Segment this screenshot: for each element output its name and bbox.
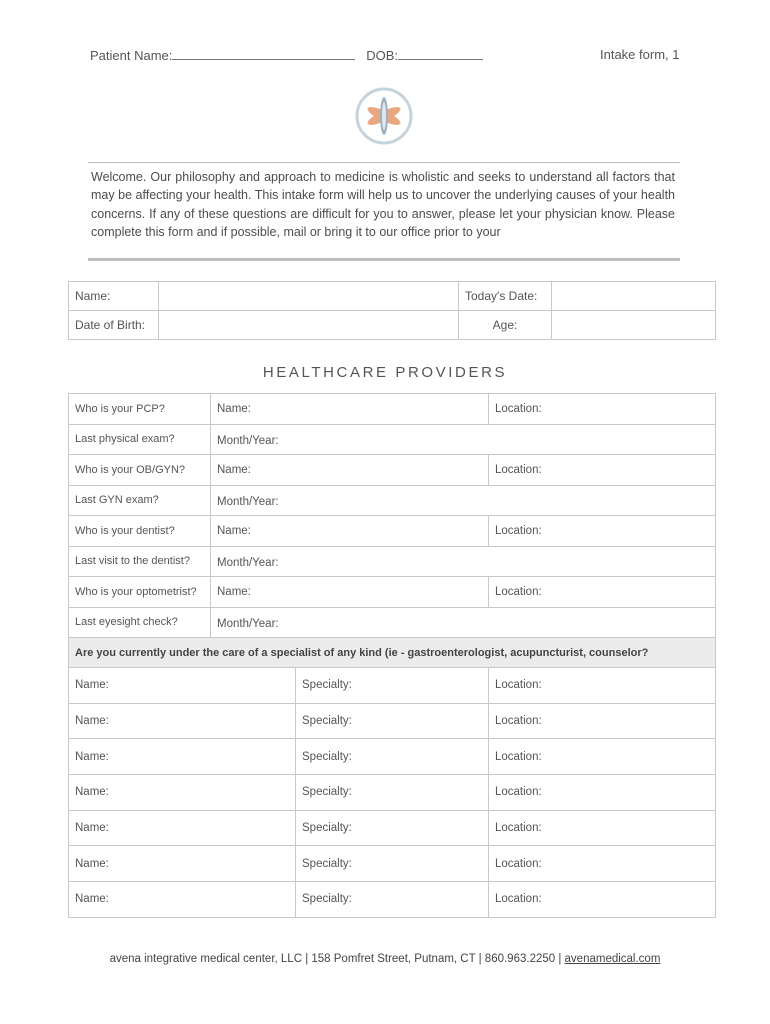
provider-question: Last visit to the dentist? xyxy=(69,546,211,577)
specialist-row xyxy=(69,775,716,811)
specialist-location-field[interactable]: Location: xyxy=(489,810,716,846)
provider-row xyxy=(69,424,716,455)
age-field[interactable] xyxy=(552,311,716,340)
specialist-row xyxy=(69,846,716,882)
provider-date-field[interactable]: Month/Year: xyxy=(211,546,716,577)
specialist-row xyxy=(69,739,716,775)
provider-row xyxy=(69,607,716,638)
specialist-location-field[interactable]: Location: xyxy=(489,739,716,775)
provider-question: Last physical exam? xyxy=(69,424,211,455)
top-divider xyxy=(88,162,680,163)
provider-row xyxy=(69,394,716,425)
specialist-name-field[interactable]: Name: xyxy=(69,739,296,775)
specialist-location-field[interactable]: Location: xyxy=(489,703,716,739)
page-label: Intake form, 1 xyxy=(600,47,680,62)
provider-location-field[interactable]: Location: xyxy=(489,516,716,547)
specialist-name-field[interactable]: Name: xyxy=(69,846,296,882)
specialist-name-field[interactable]: Name: xyxy=(69,668,296,704)
provider-row xyxy=(69,455,716,486)
bottom-divider xyxy=(88,258,680,261)
welcome-paragraph: Welcome. Our philosophy and approach to medicine is wholistic and seeks to understand all factors that may be affecting your health. This intake form will help us to uncover the underlying causes of your health concerns. If any of these questions are difficult for you to answer, please let your physician know. Please complete this form and if possible, mail or bring it to our office prior to your xyxy=(91,170,675,240)
date-of-birth-label: Date of Birth: xyxy=(69,311,159,340)
todays-date-field[interactable] xyxy=(552,282,716,311)
specialist-specialty-field[interactable]: Specialty: xyxy=(296,810,489,846)
provider-name-field[interactable]: Name: xyxy=(211,577,489,608)
specialist-name-field[interactable]: Name: xyxy=(69,810,296,846)
provider-location-field[interactable]: Location: xyxy=(489,577,716,608)
website-link[interactable]: avenamedical.com xyxy=(564,953,661,965)
provider-question: Last eyesight check? xyxy=(69,607,211,638)
patient-info-table xyxy=(68,281,716,340)
specialist-row xyxy=(69,882,716,918)
footer xyxy=(0,953,770,965)
patient-name-blank[interactable] xyxy=(172,47,355,60)
specialist-specialty-field[interactable]: Specialty: xyxy=(296,846,489,882)
specialist-specialty-field[interactable]: Specialty: xyxy=(296,703,489,739)
provider-row xyxy=(69,546,716,577)
specialist-question: Are you currently under the care of a specialist of any kind (ie - gastroenterologist, acupuncturist, counselor? xyxy=(69,638,716,668)
specialist-specialty-field[interactable]: Specialty: xyxy=(296,739,489,775)
specialist-name-field[interactable]: Name: xyxy=(69,775,296,811)
age-label: Age: xyxy=(459,311,552,340)
specialist-row xyxy=(69,810,716,846)
patient-name-label: Patient Name: xyxy=(90,48,173,63)
avena-leaf-logo-icon xyxy=(355,87,413,145)
providers-table xyxy=(68,393,716,918)
specialist-row xyxy=(69,668,716,704)
specialist-name-field[interactable]: Name: xyxy=(69,703,296,739)
provider-question: Who is your PCP? xyxy=(69,394,211,425)
provider-question: Who is your OB/GYN? xyxy=(69,455,211,486)
patient-name-line xyxy=(90,47,483,63)
specialist-specialty-field[interactable]: Specialty: xyxy=(296,668,489,704)
specialist-specialty-field[interactable]: Specialty: xyxy=(296,882,489,918)
name-field[interactable] xyxy=(159,282,459,311)
dob-label: DOB: xyxy=(366,48,399,63)
name-label: Name: xyxy=(69,282,159,311)
specialist-name-field[interactable]: Name: xyxy=(69,882,296,918)
section-title: HEALTHCARE PROVIDERS xyxy=(262,364,508,381)
specialist-question-row xyxy=(69,638,716,668)
provider-date-field[interactable]: Month/Year: xyxy=(211,485,716,516)
provider-name-field[interactable]: Name: xyxy=(211,516,489,547)
provider-location-field[interactable]: Location: xyxy=(489,394,716,425)
provider-question: Last GYN exam? xyxy=(69,485,211,516)
provider-location-field[interactable]: Location: xyxy=(489,455,716,486)
specialist-row xyxy=(69,703,716,739)
provider-row xyxy=(69,577,716,608)
provider-question: Who is your optometrist? xyxy=(69,577,211,608)
footer-text: avena integrative medical center, LLC | 158 Pomfret Street, Putnam, CT | 860.963.2250 | xyxy=(109,953,565,965)
provider-row xyxy=(69,485,716,516)
todays-date-label: Today's Date: xyxy=(459,282,552,311)
specialist-location-field[interactable]: Location: xyxy=(489,846,716,882)
date-of-birth-field[interactable] xyxy=(159,311,459,340)
specialist-location-field[interactable]: Location: xyxy=(489,882,716,918)
dob-blank[interactable] xyxy=(398,47,483,60)
provider-date-field[interactable]: Month/Year: xyxy=(211,607,716,638)
specialist-location-field[interactable]: Location: xyxy=(489,775,716,811)
provider-date-field[interactable]: Month/Year: xyxy=(211,424,716,455)
provider-name-field[interactable]: Name: xyxy=(211,455,489,486)
provider-row xyxy=(69,516,716,547)
specialist-location-field[interactable]: Location: xyxy=(489,668,716,704)
provider-question: Who is your dentist? xyxy=(69,516,211,547)
provider-name-field[interactable]: Name: xyxy=(211,394,489,425)
specialist-specialty-field[interactable]: Specialty: xyxy=(296,775,489,811)
